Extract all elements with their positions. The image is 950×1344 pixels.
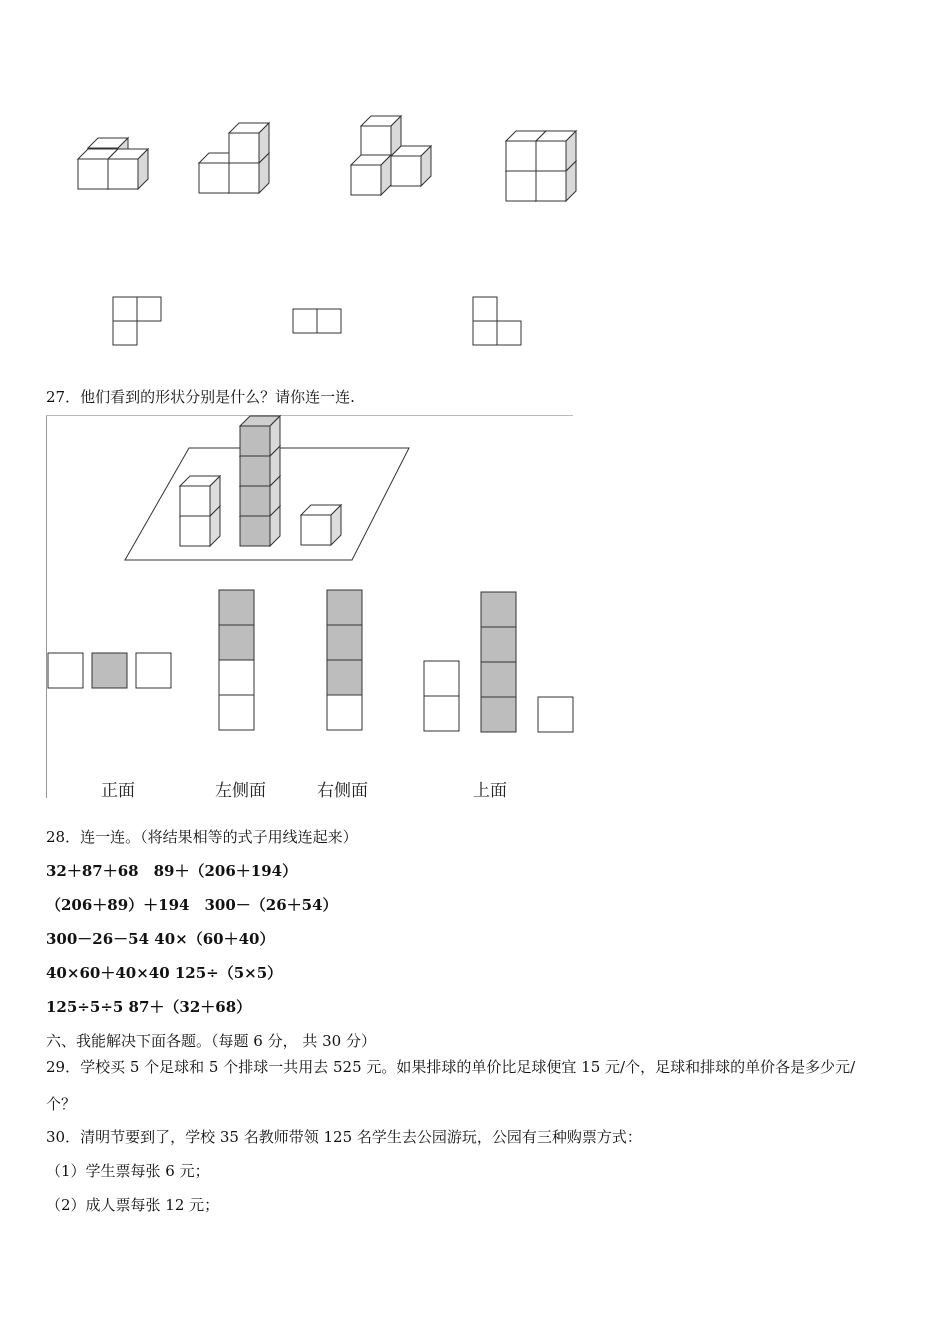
q27-figure xyxy=(46,415,576,800)
cube-figure-2 xyxy=(199,123,269,193)
question-28-text: 28．连一连。（将结果相等的式子用线连起来） xyxy=(46,828,358,846)
label-front: 正面 xyxy=(101,781,135,801)
section-6-title: 六、我能解决下面各题。（每题 6 分， 共 30 分） xyxy=(46,1032,376,1050)
label-right-side: 右侧面 xyxy=(317,781,368,801)
top-view xyxy=(424,592,573,732)
view-shape-3 xyxy=(473,297,521,345)
view-shape-2 xyxy=(293,309,341,333)
question-30-option-2: （2）成人票每张 12 元； xyxy=(46,1196,220,1214)
cube-figure-4 xyxy=(506,131,576,201)
front-view xyxy=(48,653,171,688)
question-29-line-1: 29．学校买 5 个足球和 5 个排球一共用去 525 元。如果排球的单价比足球便宜 15 元/个，足球和排球的单价各是多少元/ xyxy=(46,1058,856,1076)
expression-row-3: 300－26－54 40×（60＋40） xyxy=(46,930,275,948)
question-30-intro: 30．清明节要到了，学校 35 名教师带领 125 名学生去公园游玩，公园有三种购票方式： xyxy=(46,1128,642,1146)
question-27-text: 27．他们看到的形状分别是什么？请你连一连. xyxy=(46,388,355,406)
expression-row-1: 32＋87＋68 89＋（206＋194） xyxy=(46,862,298,880)
cube-figure-1 xyxy=(78,138,148,189)
cube-figure-3 xyxy=(351,116,431,195)
expression-row-4: 40×60＋40×40 125÷（5×5） xyxy=(46,964,283,982)
question-30-option-1: （1）学生票每张 6 元； xyxy=(46,1162,210,1180)
view-shape-1 xyxy=(113,297,161,345)
expression-row-2: （206＋89）＋194 300－（26＋54） xyxy=(46,896,338,914)
question-29-line-2: 个？ xyxy=(46,1095,77,1113)
label-top: 上面 xyxy=(473,781,507,801)
expression-row-5: 125÷5÷5 87＋（32＋68） xyxy=(46,998,252,1016)
cube-figures xyxy=(0,0,950,360)
left-side-view xyxy=(219,590,254,730)
right-side-view xyxy=(327,590,362,730)
label-left-side: 左侧面 xyxy=(215,781,266,801)
